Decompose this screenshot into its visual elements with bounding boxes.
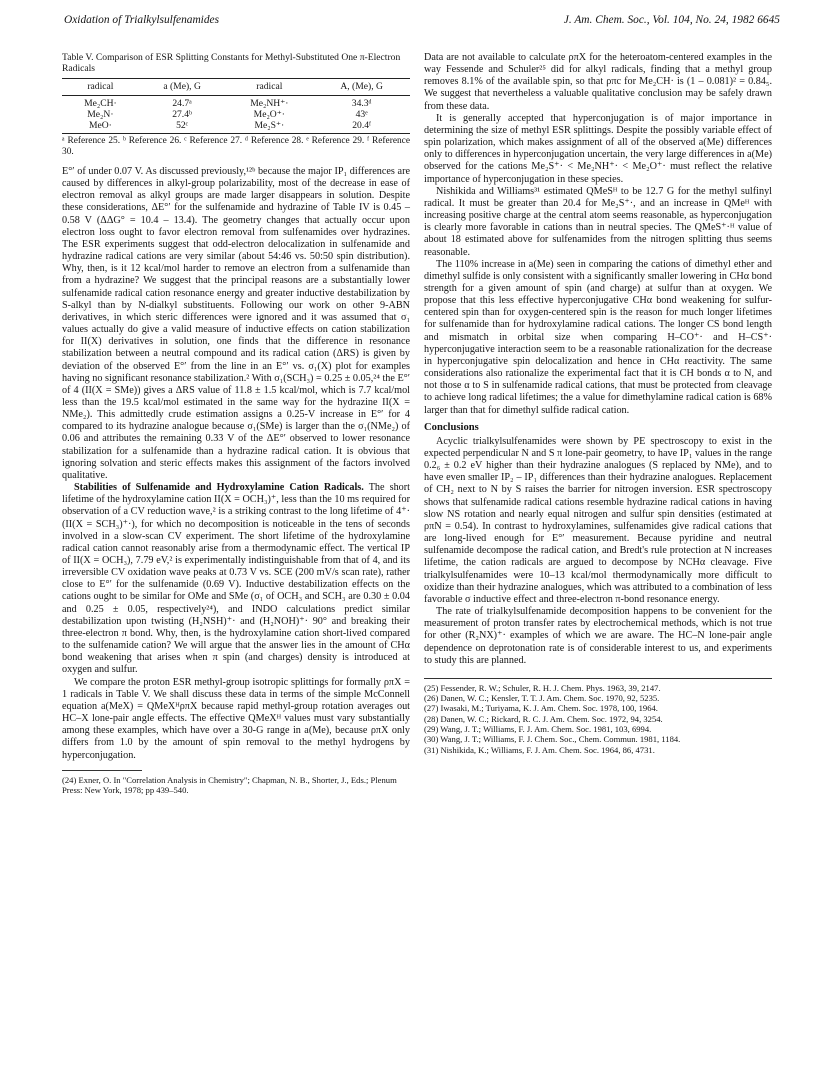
footnotes (62, 775, 410, 796)
table-cell: 52ᶜ (139, 120, 226, 134)
table-cell: 27.4ᵇ (172, 109, 192, 120)
table-cell: Me₂S⁺· (225, 120, 313, 134)
table-cell: Me₂N· (87, 109, 114, 120)
table-header-cell: radical (225, 79, 313, 96)
body-paragraph: E°′ of under 0.07 V. As discussed previously,¹²ᵇ because the major IP₁ differences are caused by differences in alkyl-group polarizability, most of the decrease in ease of electron removal as alkyl groups are made larger disappears in solution. Despite these considerations, ΔE°′ for the sulfenamide and hydrazine of Table IV is 0.45 – 0.58 V (ΔΔG° = 10.4 – 13.4). The geometry changes that actually occur upon electron loss ought to favor electron removal from sulfenamides over hydrazines. The ESR experiments suggest that odd-electron delocalization in sulfenamide and hydrazine radical cations are very similar (about 54:46 vs. 50:50 spin distribution). Why, then, is it 12 kcal/mol harder to remove an electron from a sulfenamide than from a hydrazine? We suggest that the principal reasons are a substantially lower sulfenamide radical cation resonance energy and greater inductive destabilization by S-alkyl than by N-dialkyl substituents. Following our work on other 9-ABN derivatives, in which steric differences were ignored and it was assumed that σ₁ values actually do give a valid measure of inductive effects on cation stabilization for II(X) derivatives in solution, one finds that the difference in resonance stabilization between a neutral compound and its radical cation (ΔRS) is given by deviation of the observed E°′ from the line in an E°′ vs. σ₁(X) plot for examples having no significant resonance stabilization.² With σ₁(SCH₃) = 0.25 ± 0.05,²⁴ the E°′ of 4 (II(X = SMe)) gives a ΔRS value of 11.8 ± 1.5 kcal/mol, which is 7.7 kcal/mol less than the 19.5 kcal/mol estimated in the same way for the hydrazine II(X = NMe₂). This admittedly crude estimation assigns a 0.25-V increase in E°′ for 4 compared to its hydrazine analogue because σ₁(SMe) is larger than the σ₁(NMe₂) of 0.06 and attributes the remaining 0.33 V of the ΔE°′ observed to lower resonance stabilization for a sulfenamide than a hydrazine radical cation. It is obvious that ignoring solvation and steric effects makes this assignment of the factors involved qualitative. (62, 166, 410, 481)
conclusions-heading: Conclusions (424, 421, 479, 433)
running-title: Oxidation of Trialkylsulfenamides (64, 14, 220, 26)
table-header-cell: A, (Me), G (313, 79, 410, 96)
table-header-cell: a (Me), G (139, 79, 226, 96)
table-cell: Me₂O⁺· (253, 109, 285, 120)
references-list (424, 683, 772, 755)
esr-splitting-table (62, 78, 410, 134)
table-header-row (62, 79, 410, 96)
references-divider (424, 678, 772, 679)
table-cell: Me₂CH· (84, 98, 117, 109)
journal-citation-page-number: J. Am. Chem. Soc., Vol. 104, No. 24, 1982 6645 (563, 14, 780, 26)
body-paragraph: The 110% increase in a(Me) seen in comparing the cations of dimethyl ether and dimethyl sulfide is only consistent with a significantly smaller lowering in CHα bond strength for a given amount of spin (and charge) at sulfur than at oxygen. We propose that this less effective hyperconjugative CHα bond weakening for sulfur-centered spin than for oxygen-centered spin is the reason for much longer lifetimes for sulfenamide than for hydroxylamine radical cations. The longer CS bond length and mismatch in orbital size when comparing H–CO⁺· and H–CS⁺· hyperconjugative interaction seem to be a reasonable rationalization for the decrease in hyperconjugative spin delocalization and hence in CHα reactivity. The same considerations also rationalize the experimental fact that it is CH bonds α to N, and not those α to S in sulfenamide radical cations, that must be protected from cleavage to achieve long radical lifetimes; the a value for dimethylamine radical cation is 68% larger than that for dimethyl sulfide radical cation. (424, 258, 772, 416)
reference-entry: (27) Iwasaki, M.; Turiyama, K. J. Am. Chem. Soc. 1978, 100, 1964. (424, 703, 658, 714)
table-footnotes: ᵃ Reference 25. ᵇ Reference 26. ᶜ Reference 27. ᵈ Reference 28. ᵉ Reference 29. ᶠ Reference 30. (62, 136, 410, 157)
table-cell: Me₂NH⁺· (250, 98, 289, 109)
table-cell: 20.4ᶠ (313, 120, 410, 134)
footnote: (24) Exner, O. In "Correlation Analysis in Chemistry"; Chapman, N. B., Shorter, J., Eds.; Plenum Press: New York, 1978; pp 439–540. (62, 774, 397, 795)
body-paragraph: Data are not available to calculate ρπX for the heteroatom-centered examples in the way Fessende and Schuler²⁵ did for alkyl radicals, finding that a methyl group removes 8.1% of the available spin, so that ρπc for Me₂CH· is (1 – 0.081)² = 0.84₅. We suggest that nevertheless a valuable qualitative conclusion may be safely drawn from these data. (424, 52, 772, 112)
reference-entry: (31) Nishikida, K.; Williams, F. J. Am. Chem. Soc. 1964, 86, 4731. (424, 744, 655, 755)
reference-entry: (26) Danen, W. C.; Kensler, T. T. J. Am. Chem. Soc. 1970, 92, 5235. (424, 693, 660, 704)
right-column (424, 52, 772, 755)
body-paragraph-with-run-in-head (62, 482, 410, 677)
body-paragraph: We compare the proton ESR methyl-group isotropic splittings for formally ρπX = 1 radicals in Table V. We shall discuss these data in terms of the simple McConnell equation a(MeX) = QMeXᴴρπX because rapid methyl-group rotation averages out HC–X lone-pair angle effects. The effective QMeXᴴ values must vary substantially among these examples, which have over a 30-G range in a(Me), because ρπX only differs from 1.0 by the amount of spin removal to the methyl hydrogens by hyperconjugation. (62, 676, 410, 761)
body-paragraph: Nishikida and Williams³¹ estimated QMeSᴴ to be 12.7 G for the methyl sulfinyl radical. It must be greater than 20.4 for Me₂S⁺·, and an increase in QMeᴴ with increasing positive charge at the central atom seems reasonable, as hyperconjugation is clearly more favorable in cations than in neutral species. The QMeS⁺·ᴴ value of about 18 estimated above for sulfenamides from the nitrogen splitting thus seems reasonable. (424, 185, 772, 258)
table-caption: Table V. Comparison of ESR Splitting Constants for Methyl-Substituted One π-Electron Radicals (62, 52, 401, 74)
footnote-divider (62, 770, 142, 771)
table-row (62, 109, 410, 120)
body-paragraph: The rate of trialkylsulfenamide decomposition happens to be convenient for the measurement of proton transfer rates by electrochemical methods, which is not true for other (R₂NX)⁺· examples of which we are aware. The HC–N lone-pair angle dependence on deprotonation rate is of considerable interest to us, and experiments to study this are planned. (424, 606, 772, 666)
table-header-cell: radical (62, 79, 139, 96)
reference-entry: (30) Wang, J. T.; Williams, F. J. Chem. Soc., Chem. Commun. 1981, 1184. (424, 734, 681, 745)
table-cell: 34.3ᵈ (351, 98, 372, 109)
table-cell: MeO· (62, 120, 139, 134)
body-paragraph: Acyclic trialkylsulfenamides were shown by PE spectroscopy to exist in the expected perpendicular N and S π lone-pair geometry, to have IP₁ values in the range 0.2₆ ± 0.2 eV higher than their hydrazine analogues (S replaced by NMe), and to have even smaller IP₂ – IP₁ differences than their hydrazine analogues. Replacement of CH₂ next to N by S raises the barrier for nitrogen inversion. ESR spectroscopy shows that sulfenamide radical cations resemble hydrazine radical cations in having slow NS rotation and nearly equal nitrogen and sulfur spin densities (estimated at ρπN = 0.54). In contrast to hydroxylamines, sulfenamides give radical cations that are long-lived enough for E°′ measurement. Because pyridine and neutral sulfenamide decompose the radical cation, and Bredt's rule protection at N increases lifetime, the cation radicals are argued to decompose by NCHα cleavage. Five trialkylsulfenamides were 10–13 kcal/mol thermodynamically more difficult to oxidize than their hydrazine analogues, which was attributed to a combination of less favorable σ inductive effect and three-electron π-bond resonance energy. (424, 435, 772, 605)
reference-entry: (29) Wang, J. T.; Williams, F. J. Am. Chem. Soc. 1981, 103, 6994. (424, 724, 652, 734)
run-in-heading: Stabilities of Sulfenamide and Hydroxylamine Cation Radicals. (74, 482, 364, 494)
left-column (62, 52, 410, 795)
paragraph-text: The short lifetime of the hydroxylamine cation II(X = OCH₃)⁺, less than the 10 ms required for observation of a CV reduction wave,² is a striking contrast to the long lifetime of 4⁺· (II(X = SCH₃)⁺·), for which no decomposition is noticeable in the tens of seconds involved in a slow-scan CV experiment. The short lifetime of the hydroxylamine radical cation cannot reasonably arise from a thermodynamic effect. The vertical IP of II(X = OCH₃), 7.79 eV,² is experimentally indistinguishable from that of 4, and its irreversible CV oxidation wave peaks at 0.73 V vs. SCE (200 mV/s scan rate), rather close to E°′ for the sulfenamide (0.69 V). Inductive destabilization effects on the cations ought to be similar for OMe and SMe (σ₁ of OCH₃ and SCH₃ are 0.30 ± 0.04 and 0.25 ± 0.05, respectively²⁴), and INDO calculations predict similar destabilization upon twisting (H₂NSH)⁺· and (H₂NOH)⁺· 90° and breaking their three-electron π bond. Why, then, is the hydroxylamine cation short-lived compared to the sulfenamide cation? We will argue that the answer lies in the amount of CHα bond weakening that arises when π spin (and charges) density is introduced at oxygen and sulfur. (62, 482, 410, 676)
reference-entry: (25) Fessender, R. W.; Schuler, R. H. J. Chem. Phys. 1963, 39, 2147. (424, 682, 661, 693)
table-row (62, 96, 410, 110)
table-cell: 43ᵉ (355, 109, 368, 120)
body-paragraph: It is generally accepted that hyperconjugation is of major importance in determining the size of methyl ESR splittings. Despite the possibly variable effect of spin polarization, which makes assignment of all of the observed a(Me) differences only to differences in hyperconjugation uncertain, the very large differences in a(Me) observed for the cations Me₂S⁺· < Me₂NH⁺· < Me₂O⁺· must reflect the relative importance of hyperconjugation in these species. (424, 112, 772, 185)
reference-entry: (28) Danen, W. C.; Rickard, R. C. J. Am. Chem. Soc. 1972, 94, 3254. (424, 713, 663, 724)
running-header (64, 14, 780, 32)
table-row (62, 120, 410, 134)
table-cell: 24.7ᵃ (172, 98, 192, 109)
